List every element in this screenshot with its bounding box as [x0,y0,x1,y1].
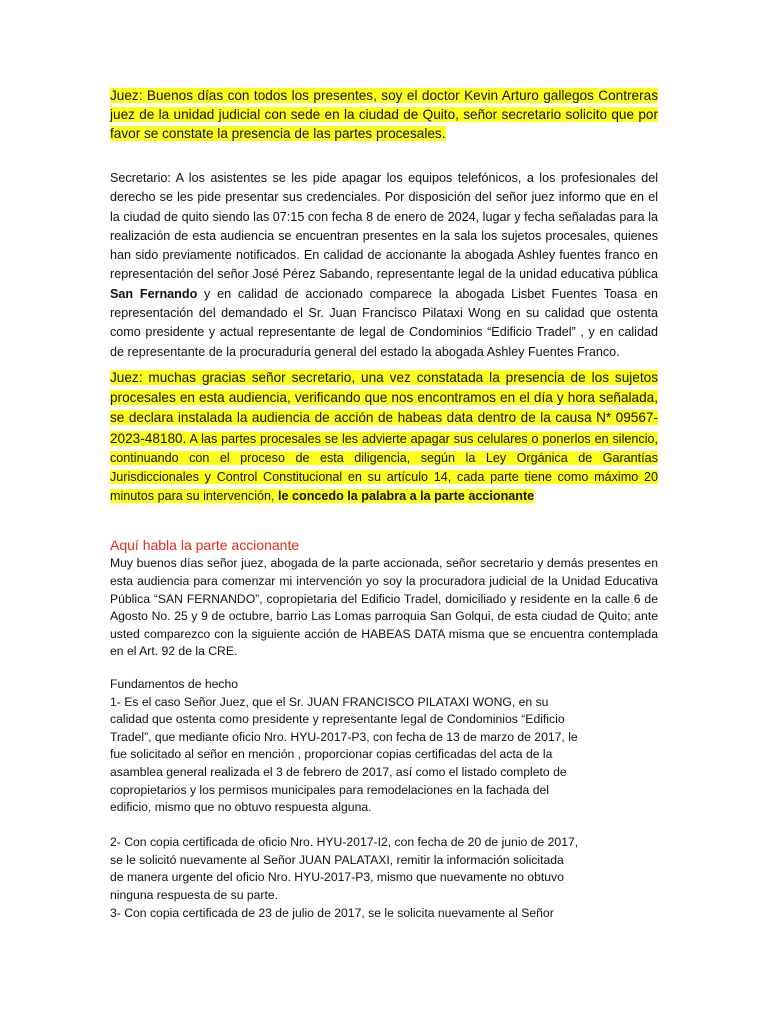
juez-second-text-part1: Juez: muchas gracias señor secretario, una vez constatada la presencia de los sujetos procesales en esta audiencia, verificando que nos encontramos en el día y hora señalada, se declara instalada la audiencia de acción de habeas data dentro de la causa N* 09567-2023-48180. [110,369,658,446]
accionante-paragraph: Muy buenos días señor juez, abogada de la parte accionada, señor secretario y demás presentes en esta audiencia para comenzar mi intervención yo soy la procuradora judicial de la Unidad Educativa Pública “SAN FERNANDO”, copropietaria del Edificio Tradel, domiciliado y residente en la calle 6 de Agosto No. 25 y 9 de octubre, barrio Las Lomas parroquia San Golqui, de esta ciudad de Quito; ante usted comparezco con la siguiente acción de HABEAS DATA misma que se encuentra contemplada en el Art. 92 de la CRE. [110,556,658,659]
secretario-text-part2: y en calidad de accionado comparece la abogada Lisbet Fuentes Toasa en representación del demandado el Sr. Juan Francisco Pilataxi Wong en su calidad que ostenta como presidente y actual representante de legal de Condominios “Edificio Tradel” , y en calidad de representante de la procuraduría general del estado la abogada Ashley Fuentes Franco. [110,286,658,359]
secretario-bold-name: San Fernando [110,286,198,301]
fundamentos-section [110,676,580,922]
juez-opening-text: Juez: Buenos días con todos los presentes, soy el doctor Kevin Arturo gallegos Contreras juez de la unidad judicial con sede en la ciudad de Quito, señor secretario solicito que por favor se constate la presencia de las partes procesales. [110,88,658,141]
secretario-paragraph [110,169,658,362]
fundamentos-item-2: 2- Con copia certificada de oficio Nro. HYU-2017-I2, con fecha de 20 de junio de 2017, se le solicitó nuevamente al Señor JUAN PALATAXI, remitir la información solicitada de manera urgente del oficio Nro. HYU-2017-P3, mismo que nuevamente no obtuvo ninguna respuesta de su parte. [110,835,579,903]
juez-second-paragraph [110,368,658,506]
juez-opening-paragraph [110,84,658,143]
secretario-text-part1: Secretario: A los asistentes se les pide apagar los equipos telefónicos, a los profesionales del derecho se les pide presentar sus credenciales. Por disposición del señor juez informo que en el la ciudad de quito siendo las 07:15 con fecha 8 de enero de 2024, lugar y fecha señaladas para la realización de esta audiencia se encuentran presentes en la sala los sujetos procesales, quienes han sido previamente notificados. En calidad de accionante la abogada Ashley fuentes franco en representación del señor José Pérez Sabando, representante legal de la unidad educativa pública [110,171,658,282]
document-page [110,84,658,922]
fundamentos-heading: Fundamentos de hecho [110,676,239,691]
juez-second-bold: le concedo la palabra a la parte accionante [278,489,535,504]
fundamentos-item-3: 3- Con copia certificada de 23 de julio de 2017, se le solicita nuevamente al Señor [110,905,554,920]
section-heading: Aquí habla la parte accionante [110,537,300,554]
juez-second-text-part2: A las partes procesales se les advierte apagar sus celulares o ponerlos en silencio, continuando con el proceso de esta diligencia, según la Ley Orgánica de Garantías Jurisdiccionales y Control Constitucional en su artículo 14, cada parte tiene como máximo 20 minutos para su intervención, [110,431,658,504]
fundamentos-item-1: 1- Es el caso Señor Juez, que el Sr. JUAN FRANCISCO PILATAXI WONG, en su calidad que ostenta como presidente y representante legal de Condominios “Edificio Tradel”, que mediante oficio Nro. HYU-2017-P3, con fecha de 13 de marzo de 2017, le fue solicitado al señor en mención , proporcionar copias certificadas del acta de la asamblea general realizada el 3 de febrero de 2017, así como el listado completo de copropietarios y los permisos municipales para remodelaciones en la fachada del edificio, mismo que no obtuvo respuesta alguna. [110,694,578,815]
